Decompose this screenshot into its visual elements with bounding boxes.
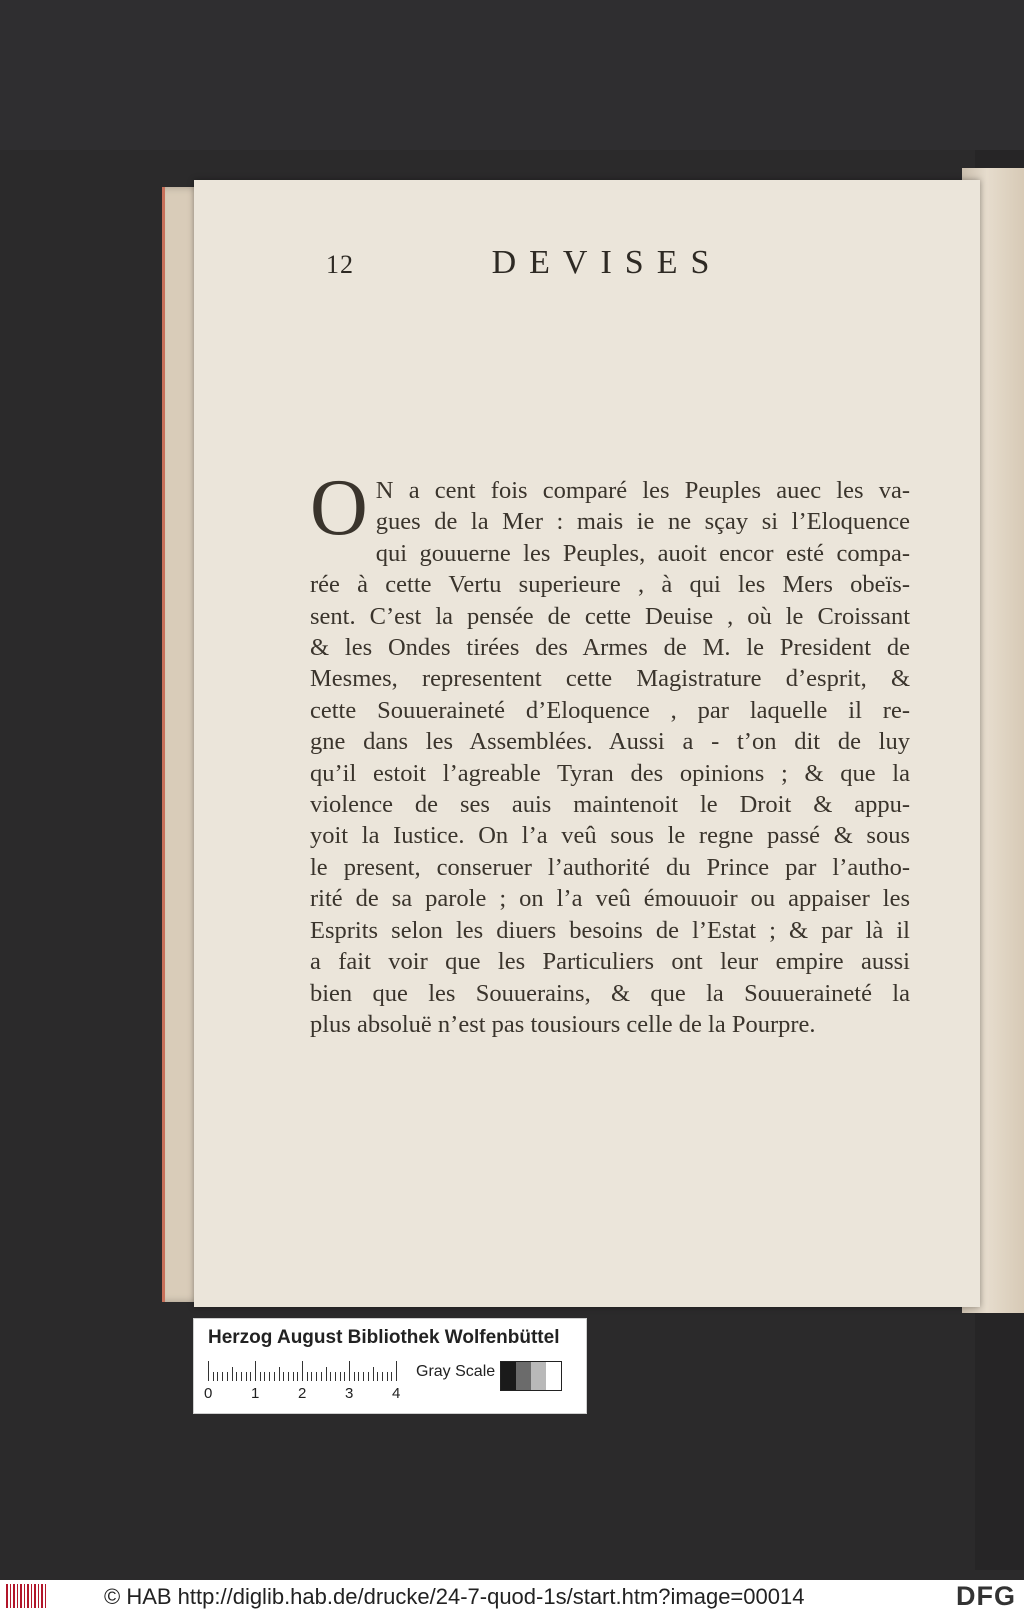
ruler-tick (279, 1367, 280, 1381)
ruler-tick (246, 1372, 247, 1381)
scan-background (0, 0, 1024, 150)
ruler-tick (396, 1361, 397, 1381)
text-line: qui gouuerne les Peuples, auoit encor esté compa- (375, 539, 910, 567)
ruler-tick (311, 1372, 312, 1381)
text-line: gne dans les Assemblées. Aussi a - t’on dit de luy (310, 728, 910, 756)
ruler-tick (373, 1367, 374, 1381)
ruler-tick (391, 1372, 392, 1381)
page-number: 12 (326, 250, 354, 279)
ruler-tick (217, 1372, 218, 1381)
text-line: gues de la Mer : mais ie ne sçay si l’Eloquence (375, 508, 910, 536)
text-line: le present, conseruer l’authorité du Prince par l’autho- (310, 853, 910, 881)
text-line: cette Souueraineté d’Eloquence , par laquelle il re- (310, 696, 910, 724)
text-line: qu’il estoit l’agreable Tyran des opinions ; & que la (310, 759, 910, 787)
footer-bar (0, 1580, 1024, 1612)
library-name: Herzog August Bibliothek Wolfenbüttel (208, 1327, 560, 1348)
ruler-tick (335, 1372, 336, 1381)
ruler-tick (307, 1372, 308, 1381)
text-line: rité de sa parole ; on l’a veû émouuoir ou appaiser les (310, 885, 910, 913)
text-line: plus absoluë n’est pas tousiours celle de la Pourpre. (310, 1010, 816, 1038)
ruler-tick (363, 1372, 364, 1381)
ruler-tick (340, 1372, 341, 1381)
ruler-tick (241, 1372, 242, 1381)
running-title: DEVISES (491, 244, 723, 281)
ruler-tick (302, 1361, 303, 1381)
text-line: & les Ondes tirées des Armes de M. le President de (310, 634, 910, 662)
ruler-number: 1 (251, 1385, 260, 1402)
ruler-tick (297, 1372, 298, 1381)
ruler-tick (250, 1372, 251, 1381)
ruler-tick (269, 1372, 270, 1381)
ruler-number: 0 (204, 1385, 213, 1402)
ruler-tick (260, 1372, 261, 1381)
ruler-tick (321, 1372, 322, 1381)
ruler-tick (377, 1372, 378, 1381)
text-line: violence de ses auis maintenoit le Droit & appu- (310, 791, 910, 819)
ruler-tick (349, 1361, 350, 1381)
gray-swatch-cell (501, 1362, 516, 1390)
text-line: a fait voir que les Particuliers ont leur empire aussi (310, 948, 910, 976)
ruler-tick (326, 1367, 327, 1381)
ruler-tick (232, 1367, 233, 1381)
ruler-tick (354, 1372, 355, 1381)
ruler-tick (283, 1372, 284, 1381)
ruler-tick (236, 1372, 237, 1381)
text-line: sent. C’est la pensée de cette Deuise , où le Croissant (310, 602, 910, 630)
ruler-tick (382, 1372, 383, 1381)
gray-swatch-cell (516, 1362, 531, 1390)
ruler-tick (264, 1372, 265, 1381)
text-line: yoit la Iustice. On l’a veû sous le regne passé & sous (310, 822, 910, 850)
gray-swatch-cell (531, 1362, 546, 1390)
gray-scale-swatch (500, 1361, 562, 1391)
page-body (310, 464, 910, 1040)
ruler-tick (293, 1372, 294, 1381)
copyright-url[interactable]: © HAB http://diglib.hab.de/drucke/24-7-quod-1s/start.htm?image=00014 (104, 1584, 805, 1609)
ruler-tick (387, 1372, 388, 1381)
ruler-tick (255, 1361, 256, 1381)
ruler-number: 2 (298, 1385, 307, 1402)
gray-swatch-cell (546, 1362, 561, 1390)
ruler (208, 1361, 398, 1381)
ruler-tick (316, 1372, 317, 1381)
dfg-logo: DFG (956, 1581, 1016, 1611)
ruler-number: 4 (392, 1385, 401, 1402)
ruler-number: 3 (345, 1385, 354, 1402)
ruler-tick (358, 1372, 359, 1381)
text-line: Mesmes, representent cette Magistrature d’esprit, & (310, 665, 910, 693)
book-page (194, 180, 980, 1307)
ruler-tick (274, 1372, 275, 1381)
text-line: rée à cette Vertu superieure , à qui les Mers obeïs- (310, 571, 910, 599)
ruler-tick (368, 1372, 369, 1381)
text-line: bien que les Souuerains, & que la Souueraineté la (310, 979, 910, 1007)
text-line: Esprits selon les diuers besoins de l’Estat ; & par là il (310, 916, 910, 944)
color-scale-card (193, 1318, 587, 1414)
hab-barcode-icon (6, 1584, 46, 1608)
gray-scale-label: Gray Scale (416, 1363, 496, 1380)
ruler-tick (227, 1372, 228, 1381)
ruler-numbers (204, 1385, 404, 1405)
ruler-tick (330, 1372, 331, 1381)
ruler-tick (208, 1361, 209, 1381)
ruler-tick (213, 1372, 214, 1381)
ruler-tick (288, 1372, 289, 1381)
text-line: N a cent fois comparé les Peuples auec les va- (375, 477, 910, 504)
drop-cap: O (310, 464, 368, 552)
ruler-tick (344, 1372, 345, 1381)
ruler-tick (222, 1372, 223, 1381)
